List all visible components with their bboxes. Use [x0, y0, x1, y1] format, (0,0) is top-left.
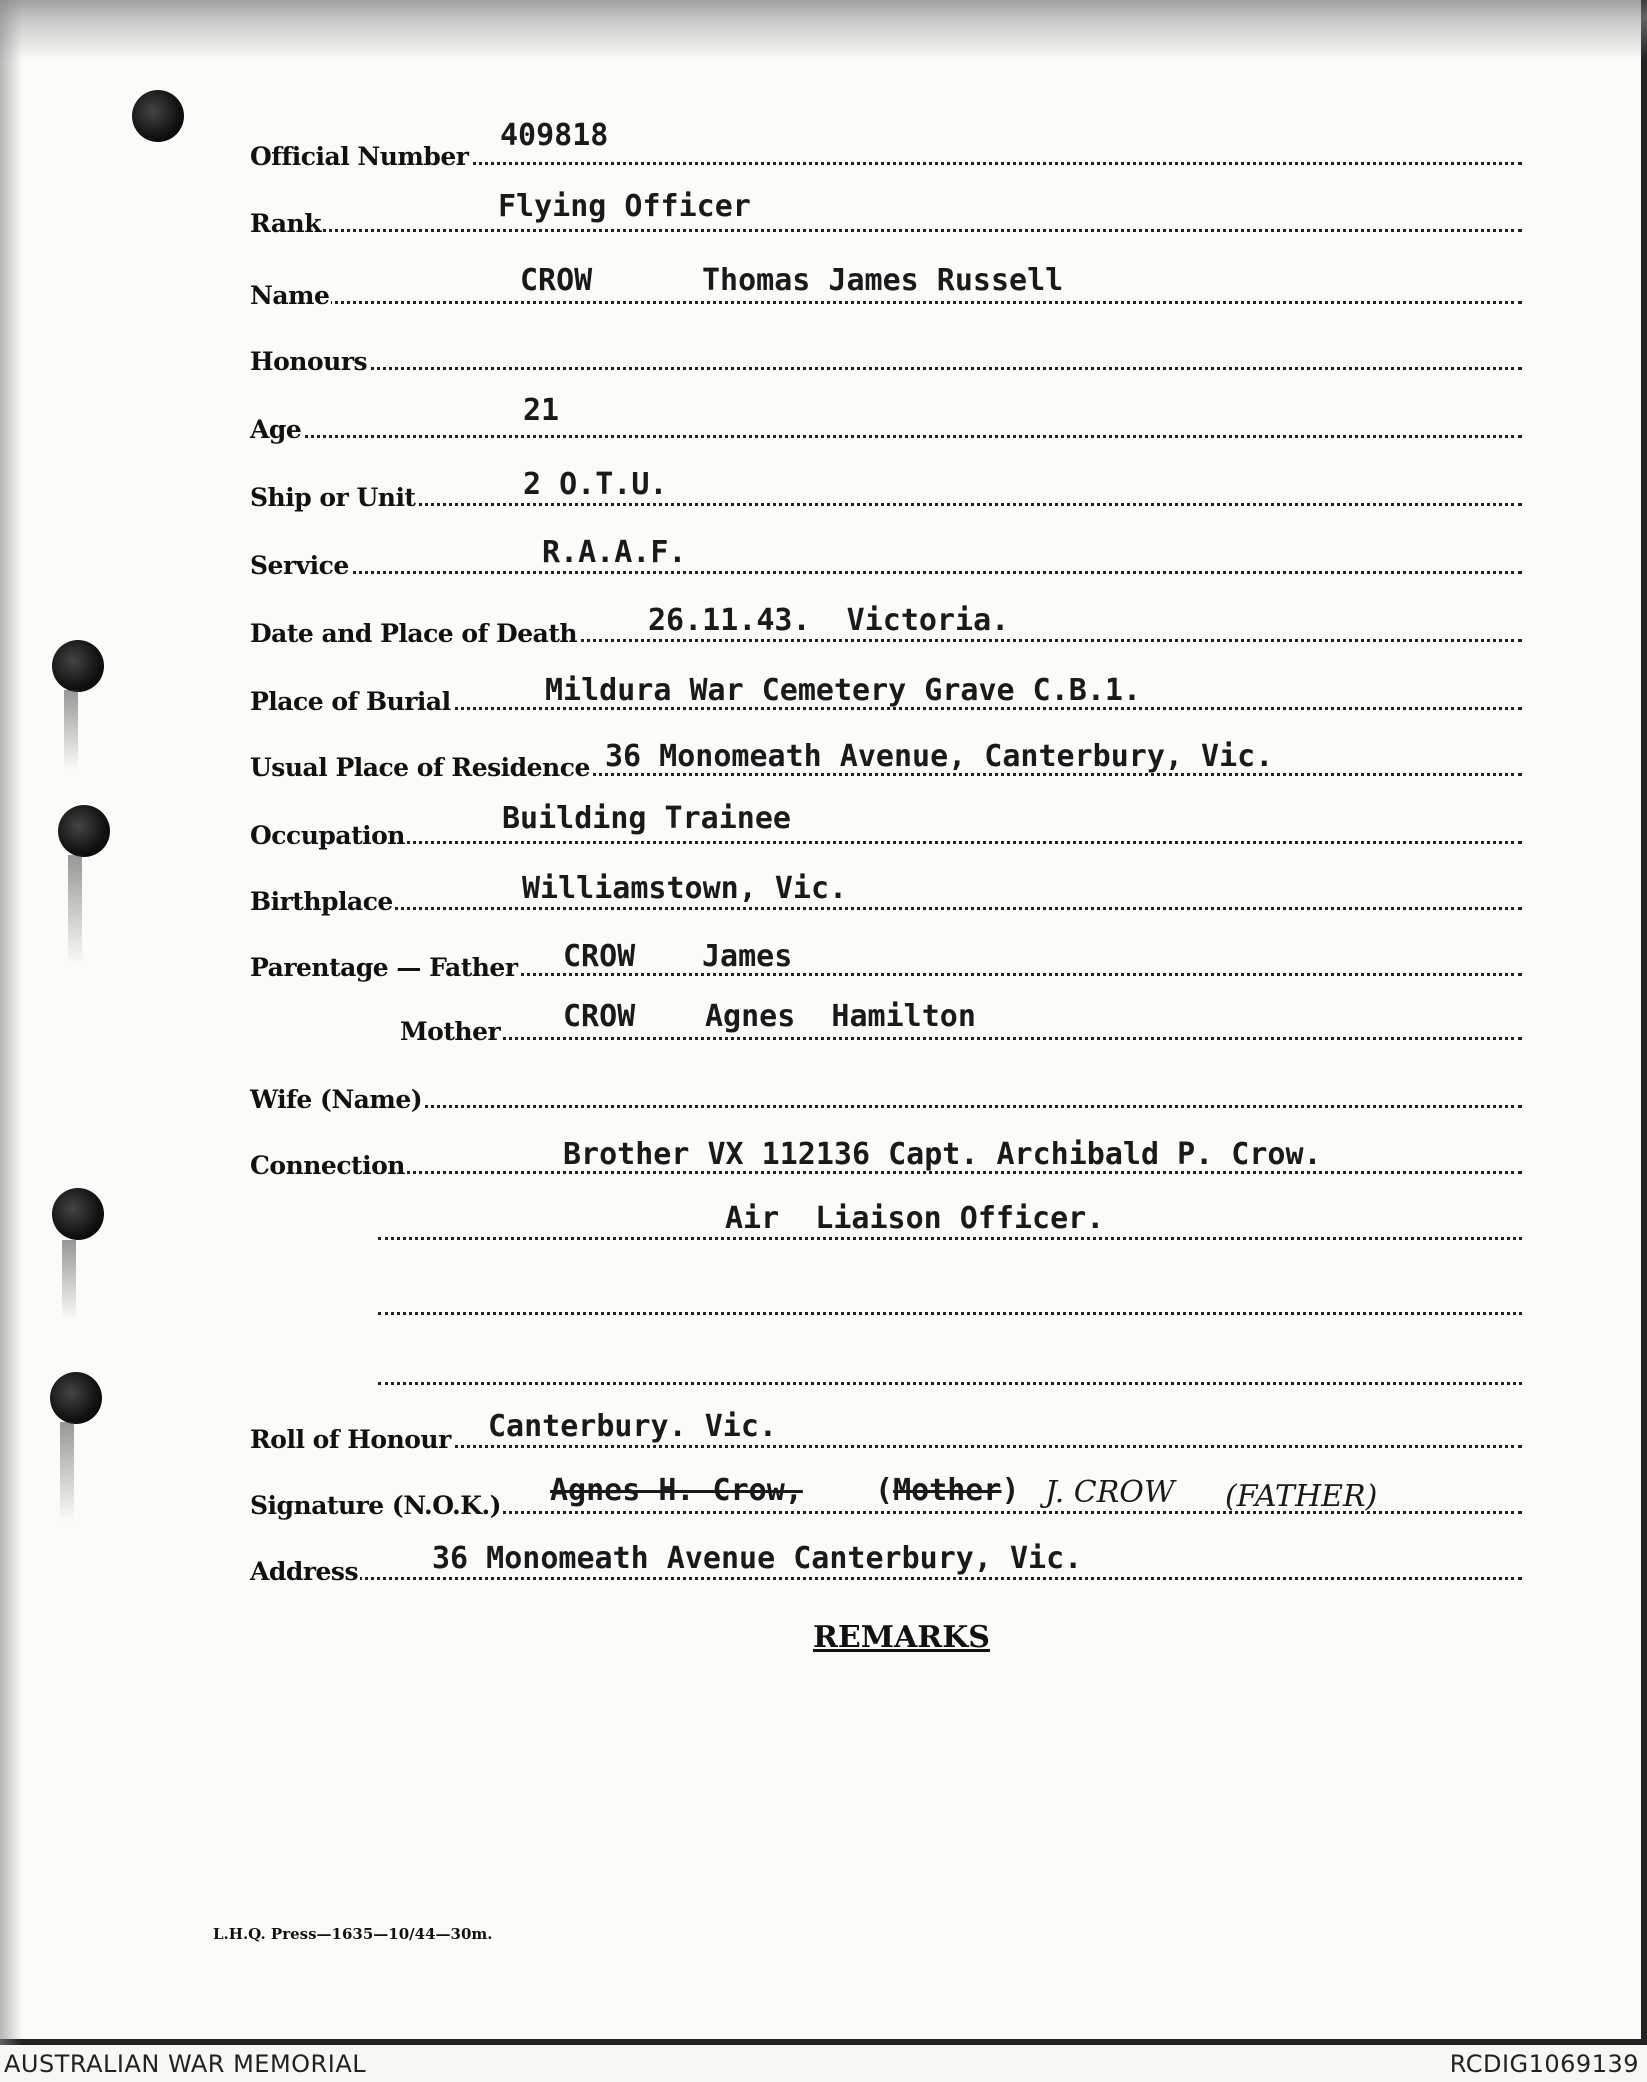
- row-connection: [250, 1134, 1522, 1184]
- row-death: [250, 602, 1522, 652]
- row-service: [250, 534, 1522, 584]
- row-rank: [250, 189, 1522, 242]
- label-honours: Honours: [250, 347, 368, 376]
- row-residence: [250, 736, 1522, 786]
- blank-line: [378, 1312, 1522, 1315]
- label-roll: Roll of Honour: [250, 1425, 451, 1454]
- struck-name: Agnes H. Crow,: [550, 1473, 803, 1508]
- blank-line: [378, 1382, 1522, 1385]
- label-unit: Ship or Unit: [250, 483, 416, 512]
- scan-shadow-left: [0, 0, 22, 2045]
- row-official-number: [250, 118, 1522, 175]
- value-connection-2: Air Liaison Officer.: [725, 1201, 1105, 1236]
- row-birthplace: [250, 870, 1522, 920]
- value-father-given: James: [702, 939, 793, 974]
- value-surname: CROW: [520, 263, 593, 298]
- label-residence: Usual Place of Residence: [250, 753, 590, 782]
- row-address: [250, 1540, 1522, 1590]
- row-connection-cont: [250, 1200, 1522, 1250]
- row-wife: [250, 1068, 1522, 1118]
- value-unit: 2 O.T.U.: [523, 467, 668, 502]
- label-death: Date and Place of Death: [250, 619, 578, 648]
- row-occupation: [250, 801, 1522, 854]
- value-given-names: Thomas James Russell: [702, 263, 1064, 298]
- punch-hole: [52, 640, 104, 692]
- label-name: Name: [250, 281, 330, 310]
- value-birthplace: Williamstown, Vic.: [522, 871, 848, 906]
- value-death: 26.11.43. Victoria.: [648, 603, 1010, 638]
- punch-hole: [50, 1372, 102, 1424]
- value-roll: Canterbury. Vic.: [488, 1409, 777, 1444]
- label-burial: Place of Burial: [250, 687, 451, 716]
- value-occupation: Building Trainee: [502, 801, 791, 836]
- handwritten-signature: J. CROW: [1045, 1475, 1175, 1510]
- label-rank: Rank: [250, 209, 322, 238]
- label-address: Address: [250, 1557, 359, 1586]
- punch-hole: [58, 805, 110, 857]
- label-wife: Wife (Name): [250, 1085, 423, 1114]
- label-birthplace: Birthplace: [250, 887, 393, 916]
- punch-hole: [52, 1188, 104, 1240]
- value-service: R.A.A.F.: [542, 535, 687, 570]
- row-unit: [250, 466, 1522, 516]
- row-mother: [250, 1000, 1522, 1050]
- struck-relation: Mother: [893, 1473, 1002, 1508]
- label-age: Age: [250, 415, 302, 444]
- value-address: 36 Monomeath Avenue Canterbury, Vic.: [432, 1541, 1083, 1576]
- archive-credit: AUSTRALIAN WAR MEMORIAL: [4, 2050, 367, 2078]
- row-father: [250, 936, 1522, 986]
- row-roll: [250, 1408, 1522, 1458]
- row-signature: Signature (N.O.K.) Agnes H. Crow, (Mother) J. CROW (FATHER): [250, 1474, 1522, 1524]
- value-age: 21: [523, 393, 560, 428]
- value-mother-surname: CROW: [563, 999, 636, 1034]
- punch-hole: [132, 90, 184, 142]
- row-age: [250, 393, 1522, 448]
- remarks-heading: REMARKS: [813, 1620, 990, 1655]
- value-official-number: 409818: [500, 118, 609, 153]
- label-occupation: Occupation: [250, 821, 405, 850]
- value-mother-given: Agnes Hamilton: [705, 999, 976, 1034]
- printer-imprint: L.H.Q. Press—1635—10/44—30m.: [213, 1925, 493, 1943]
- handwritten-relation: (FATHER): [1225, 1479, 1378, 1514]
- row-name: [250, 264, 1522, 314]
- archive-id: RCDIG1069139: [1449, 2050, 1639, 2078]
- value-burial: Mildura War Cemetery Grave C.B.1.: [545, 673, 1142, 708]
- scan-shadow-top: [0, 0, 1647, 60]
- value-residence: 36 Monomeath Avenue, Canterbury, Vic.: [605, 739, 1274, 774]
- row-burial: [250, 670, 1522, 720]
- value-rank: Flying Officer: [498, 189, 751, 224]
- label-official-number: Official Number: [250, 142, 469, 171]
- label-service: Service: [250, 551, 349, 580]
- row-honours: [250, 330, 1522, 380]
- value-connection: Brother VX 112136 Capt. Archibald P. Crow.: [563, 1137, 1322, 1172]
- label-signature: Signature (N.O.K.): [250, 1491, 501, 1520]
- label-mother: Mother: [400, 1017, 501, 1046]
- label-father: Parentage — Father: [250, 953, 518, 982]
- value-father-surname: CROW: [563, 939, 636, 974]
- label-connection: Connection: [250, 1151, 405, 1180]
